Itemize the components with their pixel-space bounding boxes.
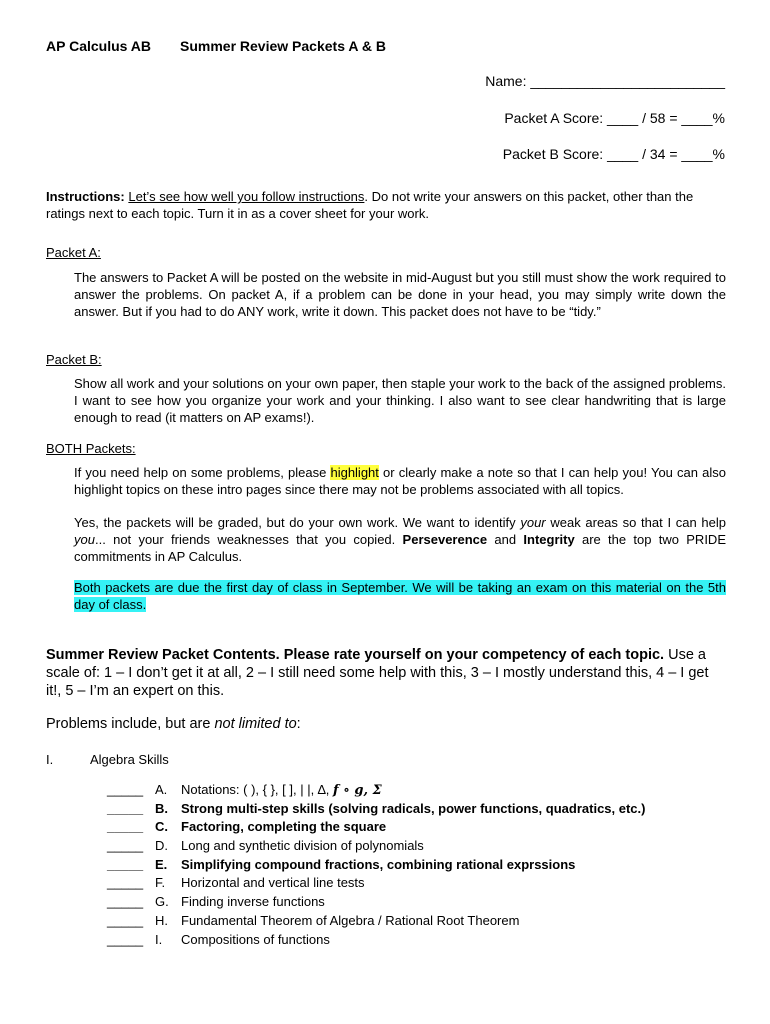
- graded-text-b: weak areas so that I can help: [545, 515, 726, 530]
- topic-text: Finding inverse functions: [181, 894, 325, 910]
- topic-text: Factoring, completing the square: [181, 819, 387, 835]
- graded-and: and: [487, 532, 524, 547]
- topic-text-main: Notations: ( ), { }, [ ], | |, ∆,: [181, 782, 333, 797]
- contents-lead: Summer Review Packet Contents. Please rate yourself on your competency of each topic.: [46, 647, 665, 663]
- topic-text: Simplifying compound fractions, combining rational exprssions: [181, 856, 576, 872]
- topic-item: [107, 781, 645, 800]
- instructions-underlined: Let’s see how well you follow instructions: [128, 189, 365, 204]
- document-title: Summer Review Packets A & B: [180, 38, 386, 54]
- graded-your: your: [520, 515, 546, 530]
- course-title: AP Calculus AB: [46, 38, 152, 54]
- topic-item: [107, 931, 645, 950]
- topic-list: [107, 781, 645, 949]
- topic-text: Horizontal and vertical line tests: [181, 875, 365, 891]
- packet-b-label: Packet B:: [46, 352, 102, 367]
- problems-intro: [46, 716, 301, 732]
- both-packets-help-paragraph: [74, 464, 726, 498]
- contents-paragraph: [46, 646, 726, 700]
- rating-blank[interactable]: _____: [107, 782, 144, 797]
- both-packets-graded-paragraph: [74, 514, 726, 565]
- rating-blank[interactable]: _____: [107, 819, 144, 835]
- topic-item: [107, 893, 645, 912]
- packet-a-text: The answers to Packet A will be posted on the website in mid-August but you still must show the work required to answer the problems. On packet A, if a problem can be done in your head, you may simply write down the answer. But if you had to do ANY work, write it down. This packet does not have to be “tidy.”: [74, 270, 726, 319]
- topic-item: [107, 818, 645, 837]
- rating-blank[interactable]: _____: [107, 894, 144, 910]
- topic-letter: G.: [155, 894, 169, 910]
- topic-letter: H.: [155, 912, 168, 928]
- name-field: Name: _________________________: [485, 73, 725, 89]
- topic-letter: I.: [155, 931, 163, 947]
- topic-text: Fundamental Theorem of Algebra / Rational Root Theorem: [181, 912, 520, 928]
- rating-blank[interactable]: _____: [107, 931, 144, 947]
- graded-text-d: are the top two PRIDE commitments in AP Calculus.: [74, 532, 726, 564]
- problems-suffix: :: [296, 716, 301, 732]
- graded-text-a: Yes, the packets will be graded, but do your own work. We want to identify: [74, 515, 521, 530]
- rating-blank[interactable]: _____: [107, 800, 144, 816]
- packet-b-score-field: Packet B Score: ____ / 34 = ____%: [502, 146, 725, 162]
- rating-blank[interactable]: _____: [107, 856, 144, 872]
- section-title: Algebra Skills: [90, 752, 169, 767]
- highlight-word: highlight: [330, 465, 379, 480]
- problems-italic: not limited to: [214, 716, 297, 732]
- problems-prefix: Problems include, but are: [46, 716, 215, 732]
- due-date-highlight: Both packets are due the first day of class in September. We will be taking an exam on this material on the 5th day of class.: [74, 580, 726, 612]
- topic-item: [107, 856, 645, 875]
- topic-item: [107, 912, 645, 931]
- topic-letter: B.: [155, 800, 168, 816]
- contents-scale: Use a scale of: 1 – I don’t get it at all, 2 – I still need some help with this, 3 – I mostly understand this, 4 – I get it!, 5 – I’m an expert on this.: [46, 647, 709, 699]
- topic-item: [107, 837, 645, 856]
- graded-text-c: ... not your friends weaknesses that you copied.: [94, 532, 403, 547]
- both-packets-label: BOTH Packets:: [46, 441, 136, 456]
- packet-b-text: Show all work and your solutions on your own paper, then staple your work to the back of the assigned problems. I want to see how you organize your work and your thinking. I also want to see clear handwriting that is large enough to read (it matters on AP exams!).: [74, 376, 726, 425]
- topic-text: Long and synthetic division of polynomials: [181, 838, 424, 854]
- instructions-text: . Do not write your answers on this packet, other than the ratings next to each topic. Turn it in as a cover sheet for your work.: [46, 189, 694, 221]
- topic-text: Compositions of functions: [181, 931, 330, 947]
- packet-a-label: Packet A:: [46, 245, 101, 260]
- topic-letter: C.: [155, 819, 168, 835]
- integrity-word: Integrity: [523, 532, 575, 547]
- topic-item: [107, 800, 645, 819]
- rating-blank[interactable]: _____: [107, 838, 144, 854]
- help-text-start: If you need help on some problems, please: [74, 465, 331, 480]
- help-text-end: or clearly make a note so that I can help you! You can also highlight topics on these intro pages since there may not be problems associated with all topics.: [74, 465, 726, 497]
- section-number: I.: [46, 752, 54, 767]
- packet-a-score-field: Packet A Score: ____ / 58 = ____%: [504, 110, 725, 126]
- topic-text-symbols: f ∘ g, Σ: [332, 783, 382, 798]
- due-date-paragraph: [74, 579, 726, 613]
- topic-letter: D.: [155, 838, 168, 854]
- rating-blank[interactable]: _____: [107, 912, 144, 928]
- graded-you: you: [74, 532, 95, 547]
- topic-text: [181, 781, 382, 800]
- topic-letter: A.: [155, 782, 168, 797]
- topic-letter: E.: [155, 856, 168, 872]
- instructions-label: Instructions:: [46, 189, 125, 204]
- perseverence-word: Perseverence: [402, 532, 488, 547]
- topic-item: [107, 874, 645, 893]
- topic-letter: F.: [155, 875, 166, 891]
- rating-blank[interactable]: _____: [107, 875, 144, 891]
- instructions-paragraph: [46, 188, 726, 222]
- topic-text: Strong multi-step skills (solving radicals, power functions, quadratics, etc.): [181, 800, 646, 816]
